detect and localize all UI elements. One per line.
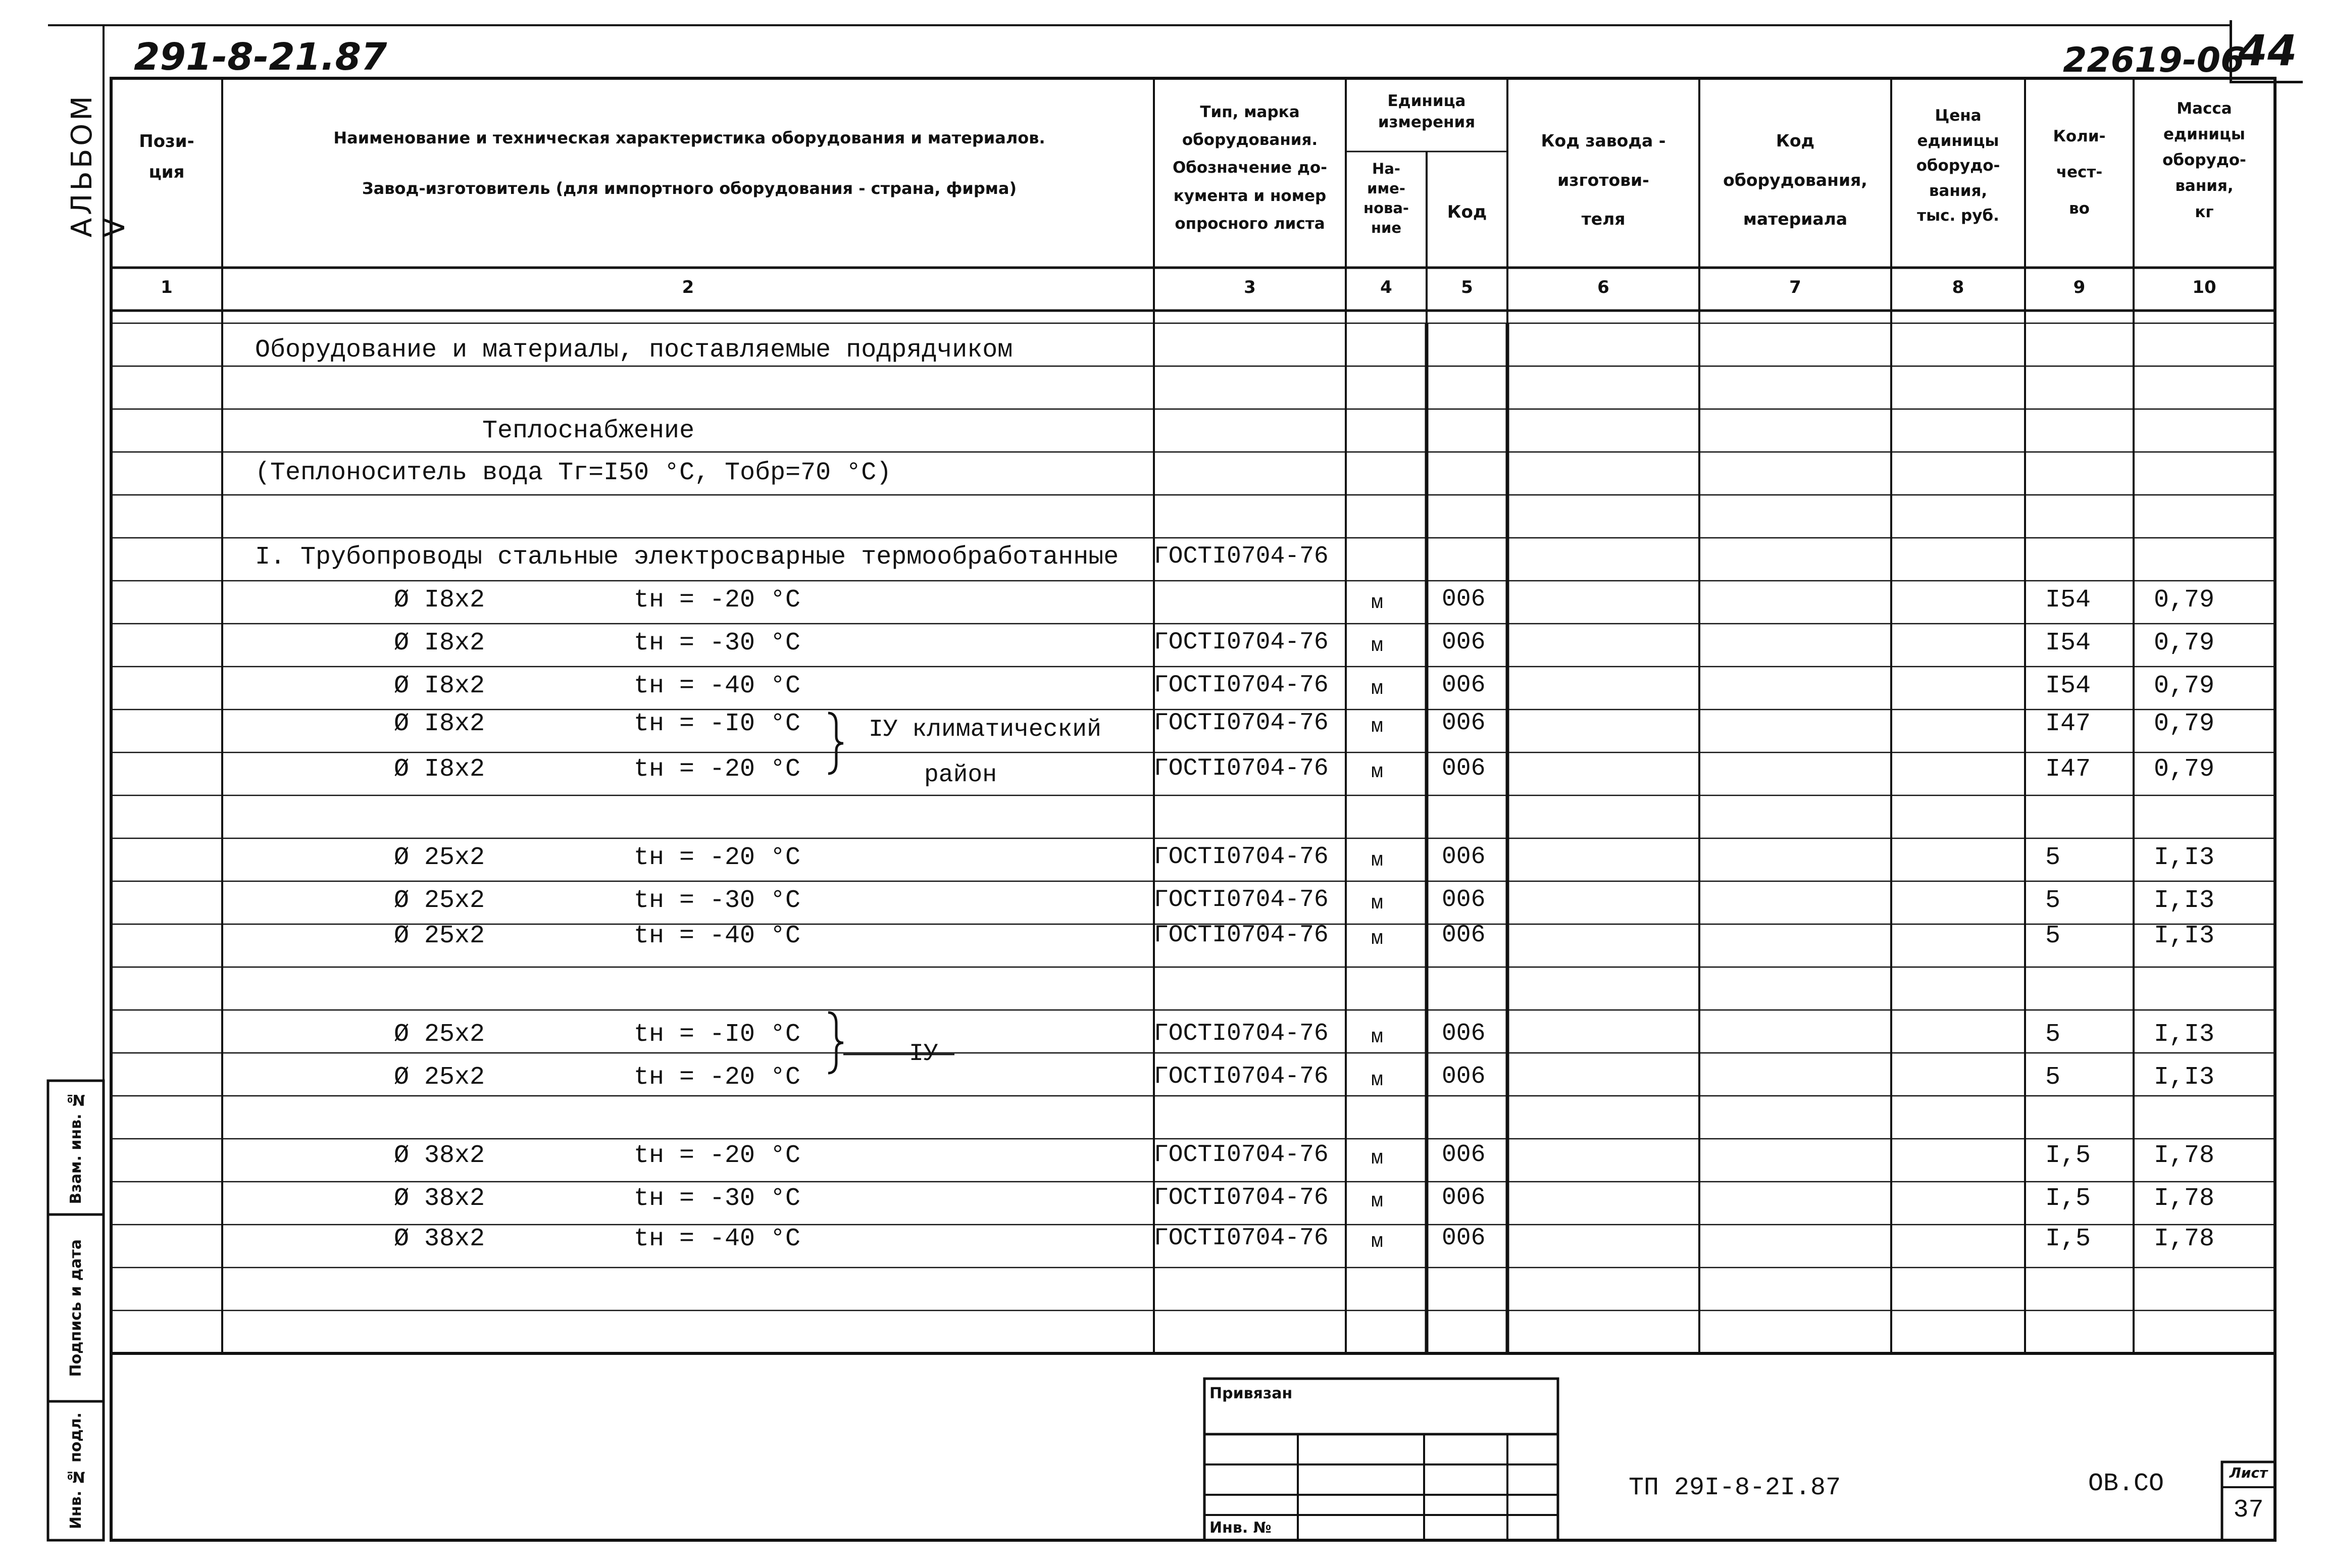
climate-note-line1: IУ климатический — [869, 716, 1101, 743]
side-cell-replacement — [48, 1081, 104, 1215]
col-num-5: 5 — [1461, 277, 1473, 297]
cell-doc: ГОСТI0704-76 — [1154, 1225, 1329, 1252]
header-name-line2: Завод-изготовитель (для импортного оборудования - страна, фирма) — [362, 179, 1017, 198]
album-label: АЛЬБОМ V — [66, 93, 131, 237]
cell-qty: 5 — [2045, 886, 2061, 915]
cell-mass: I,I3 — [2154, 922, 2215, 950]
cell-temp: tн = -30 °С — [634, 629, 801, 657]
cell-code: 006 — [1442, 1141, 1486, 1169]
header-unit-name: На- име- нова- ние — [1363, 160, 1409, 237]
cell-size: Ø 25x2 — [394, 1063, 485, 1092]
cell-doc: ГОСТI0704-76 — [1154, 922, 1329, 949]
pipe-group-doc: ГОСТI0704-76 — [1154, 543, 1329, 570]
side-cell-sign — [48, 1215, 104, 1401]
col-num-1: 1 — [161, 277, 173, 297]
header-quantity: Коли- чест- во — [2053, 127, 2106, 218]
col-num-10: 10 — [2192, 277, 2216, 297]
cell-qty: I,5 — [2045, 1184, 2091, 1213]
cell-code: 006 — [1442, 1184, 1486, 1211]
cell-code: 006 — [1442, 672, 1486, 699]
cell-doc: ГОСТI0704-76 — [1154, 886, 1329, 914]
header-type: Тип, марка оборудования. Обозначение до- кумента и номер опросного листа — [1172, 103, 1328, 233]
header-unit-price: Цена единицы оборудо- вания, тыс. руб. — [1916, 107, 2000, 225]
cell-size: Ø 38x2 — [394, 1184, 485, 1213]
cell-unit: м — [1371, 678, 1384, 700]
cell-code: 006 — [1442, 586, 1486, 613]
cell-mass: I,I3 — [2154, 886, 2215, 915]
cell-temp: tн = -20 °С — [634, 1141, 801, 1170]
cell-unit: м — [1371, 592, 1384, 615]
pipe-group-title: I. Трубопроводы стальные электросварные термообработанные — [255, 543, 1119, 572]
side-label-sign-date: Подпись и дата — [67, 1239, 85, 1377]
col-num-4: 4 — [1380, 277, 1392, 297]
cell-qty: 5 — [2045, 922, 2061, 950]
cell-code: 006 — [1442, 1225, 1486, 1252]
cell-mass: 0,79 — [2154, 586, 2215, 615]
stamp-sheet-number: 37 — [2233, 1496, 2264, 1525]
cell-size: Ø 25x2 — [394, 886, 485, 915]
cell-qty: 5 — [2045, 1020, 2061, 1049]
cell-mass: 0,79 — [2154, 755, 2215, 784]
heat-carrier-note: (Теплоноситель вода Тг=I50 °С, Тобр=70 °С) — [255, 459, 892, 487]
cell-doc: ГОСТI0704-76 — [1154, 629, 1329, 656]
document-code-handwritten: 291-8-21.87 — [134, 35, 387, 79]
header-plant-code: Код завода - изготови- теля — [1541, 131, 1666, 229]
cell-doc: ГОСТI0704-76 — [1154, 672, 1329, 699]
cell-temp: tн = -20 °С — [634, 586, 801, 615]
cell-size: Ø I8x2 — [394, 672, 485, 700]
cell-unit: м — [1371, 892, 1384, 915]
cell-temp: tн = -20 °С — [634, 1063, 801, 1092]
col-num-2: 2 — [682, 277, 694, 297]
header-unit: Единица измерения — [1378, 92, 1476, 131]
cell-mass: I,78 — [2154, 1184, 2215, 1213]
cell-doc: ГОСТI0704-76 — [1154, 1184, 1329, 1211]
cell-qty: I54 — [2045, 586, 2091, 615]
climate-note-line2: район — [924, 762, 997, 789]
side-cell-inv — [48, 1401, 104, 1540]
cell-qty: I47 — [2045, 710, 2091, 738]
cell-mass: 0,79 — [2154, 710, 2215, 738]
cell-qty: I54 — [2045, 629, 2091, 657]
cell-unit: м — [1371, 761, 1384, 784]
section-heat-supply: Теплоснабжение — [482, 417, 695, 445]
col-num-8: 8 — [1952, 277, 1964, 297]
cell-qty: I54 — [2045, 672, 2091, 700]
cell-unit: м — [1371, 1026, 1384, 1049]
cell-qty: 5 — [2045, 843, 2061, 872]
cell-doc: ГОСТI0704-76 — [1154, 843, 1329, 871]
header-unit-mass: Масса единицы оборудо- вания, кг — [2162, 99, 2246, 221]
cell-temp: tн = -40 °С — [634, 922, 801, 950]
cell-code: 006 — [1442, 922, 1486, 949]
cell-code: 006 — [1442, 843, 1486, 871]
stamp-suffix: ОВ.СО — [2088, 1470, 2164, 1498]
cell-mass: I,I3 — [2154, 843, 2215, 872]
cell-unit: м — [1371, 1190, 1384, 1213]
cell-mass: 0,79 — [2154, 672, 2215, 700]
col-num-6: 6 — [1597, 277, 1609, 297]
cell-mass: I,78 — [2154, 1225, 2215, 1253]
inventory-code-handwritten: 22619-06 — [2063, 40, 2245, 80]
cell-temp: tн = -40 °С — [634, 672, 801, 700]
cell-doc: ГОСТI0704-76 — [1154, 1141, 1329, 1169]
cell-mass: I,I3 — [2154, 1063, 2215, 1092]
header-name-line1: Наименование и техническая характеристика оборудования и материалов. — [333, 128, 1045, 147]
cell-unit: м — [1371, 1069, 1384, 1092]
cell-size: Ø 25x2 — [394, 843, 485, 872]
cell-unit: м — [1371, 635, 1384, 657]
cell-size: Ø I8x2 — [394, 710, 485, 738]
page-number: 44 — [2238, 26, 2297, 75]
cell-size: Ø I8x2 — [394, 629, 485, 657]
col-num-7: 7 — [1789, 277, 1801, 297]
stamp-bound-label: Привязан — [1209, 1385, 1293, 1402]
cell-temp: tн = -40 °С — [634, 1225, 801, 1253]
cell-code: 006 — [1442, 755, 1486, 782]
cell-code: 006 — [1442, 886, 1486, 914]
cell-mass: 0,79 — [2154, 629, 2215, 657]
stamp-document-code: ТП 29I-8-2I.87 — [1629, 1474, 1841, 1502]
side-label-replacement: Взам. инв. № — [67, 1091, 85, 1204]
cell-mass: I,I3 — [2154, 1020, 2215, 1049]
stamp-sheet-label: Лист — [2229, 1464, 2268, 1481]
cell-doc: ГОСТI0704-76 — [1154, 710, 1329, 737]
cell-temp: tн = -20 °С — [634, 755, 801, 784]
cell-temp: tн = -30 °С — [634, 1184, 801, 1213]
cell-code: 006 — [1442, 629, 1486, 656]
cell-temp: tн = -I0 °С — [634, 1020, 801, 1049]
cell-qty: I,5 — [2045, 1225, 2091, 1253]
section-supplier-title: Оборудование и материалы, поставляемые подрядчиком — [255, 336, 1013, 365]
cell-size: Ø I8x2 — [394, 586, 485, 615]
header-unit-code: Код — [1447, 202, 1487, 222]
col-num-9: 9 — [2073, 277, 2086, 297]
cell-size: Ø 25x2 — [394, 922, 485, 950]
cell-unit: м — [1371, 716, 1384, 738]
side-label-inv-original: Инв. № подл. — [67, 1412, 85, 1530]
cell-code: 006 — [1442, 710, 1486, 737]
cell-qty: I,5 — [2045, 1141, 2091, 1170]
cell-doc: ГОСТI0704-76 — [1154, 1063, 1329, 1090]
cell-temp: tн = -I0 °С — [634, 710, 801, 738]
climate-note-iu: IУ — [909, 1040, 938, 1068]
cell-doc: ГОСТI0704-76 — [1154, 1020, 1329, 1047]
col-num-3: 3 — [1244, 277, 1256, 297]
cell-code: 006 — [1442, 1063, 1486, 1090]
stamp-inv-label: Инв. № — [1209, 1519, 1272, 1537]
cell-unit: м — [1371, 1231, 1384, 1253]
cell-doc: ГОСТI0704-76 — [1154, 755, 1329, 782]
cell-code: 006 — [1442, 1020, 1486, 1047]
cell-unit: м — [1371, 1147, 1384, 1170]
header-equipment-code: Код оборудования, материала — [1723, 131, 1867, 229]
cell-qty: 5 — [2045, 1063, 2061, 1092]
cell-unit: м — [1371, 849, 1384, 872]
cell-size: Ø I8x2 — [394, 755, 485, 784]
cell-qty: I47 — [2045, 755, 2091, 784]
cell-unit: м — [1371, 928, 1384, 950]
cell-size: Ø 25x2 — [394, 1020, 485, 1049]
cell-mass: I,78 — [2154, 1141, 2215, 1170]
cell-size: Ø 38x2 — [394, 1225, 485, 1253]
cell-size: Ø 38x2 — [394, 1141, 485, 1170]
cell-temp: tн = -20 °С — [634, 843, 801, 872]
cell-temp: tн = -30 °С — [634, 886, 801, 915]
header-position: Пози- ция — [139, 131, 194, 183]
